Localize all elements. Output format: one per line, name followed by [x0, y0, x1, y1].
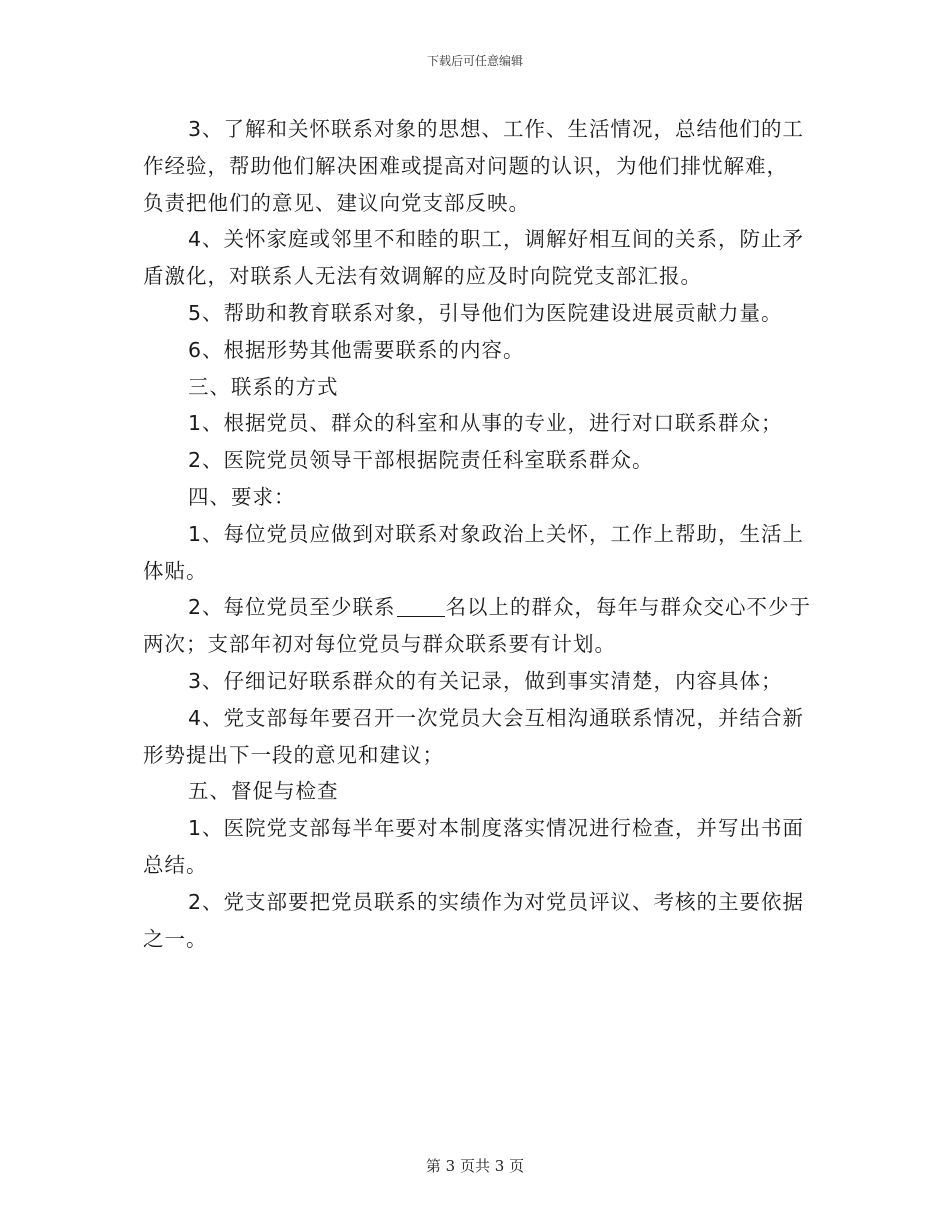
- paragraph-method-1: [143, 405, 808, 442]
- paragraph-requirement-2: [143, 589, 812, 663]
- text-line: 1、根据党员、群众的科室和从事的专业，进行对口联系群众；: [188, 411, 783, 436]
- text-line: 盾激化，对联系人无法有效调解的应及时向院党支部汇报。: [143, 264, 702, 289]
- paragraph-item-3: [143, 111, 808, 221]
- paragraph-item-5: [143, 295, 808, 332]
- paragraph-supervision-2: [143, 884, 808, 958]
- section-heading-requirements: [143, 479, 808, 516]
- text-line: 体贴。: [143, 558, 208, 583]
- text-segment: 名以上的群众，每年与群众交心不少于: [445, 595, 812, 620]
- text-line: 6、根据形势其他需要联系的内容。: [188, 337, 525, 362]
- paragraph-supervision-1: [143, 810, 808, 884]
- text-line: 负责把他们的意见、建议向党支部反映。: [143, 190, 530, 215]
- paragraph-requirement-4: [143, 700, 808, 774]
- text-line: 4、关怀家庭或邻里不和睦的职工，调解好相互间的关系，防止矛: [188, 227, 805, 252]
- paragraph-item-6: [143, 332, 808, 369]
- paragraph-requirement-1: [143, 516, 808, 590]
- text-line: 作经验，帮助他们解决困难或提高对问题的认识，为他们排忧解难，: [143, 153, 788, 178]
- text-line: 5、帮助和教育联系对象，引导他们为医院建设进展贡献力量。: [188, 300, 783, 325]
- text-segment: 2、每位党员至少联系: [188, 595, 396, 620]
- text-line: 总结。: [143, 852, 208, 877]
- text-line: 1、每位党员应做到对联系对象政治上关怀，工作上帮助，生活上: [188, 521, 805, 546]
- text-line: 4、党支部每年要召开一次党员大会互相沟通联系情况，并结合新: [188, 705, 805, 730]
- paragraph-requirement-3: [143, 663, 808, 700]
- text-line: 2、党支部要把党员联系的实绩作为对党员评议、考核的主要依据: [188, 889, 805, 914]
- text-line: 3、了解和关怀联系对象的思想、工作、生活情况，总结他们的工: [188, 117, 805, 141]
- text-line: 两次；支部年初对每位党员与群众联系要有计划。: [143, 632, 616, 657]
- text-line: 之一。: [143, 926, 208, 951]
- text-line: 三、联系的方式: [188, 374, 339, 399]
- section-heading-supervision: [143, 773, 808, 810]
- page-number-footer: 第 3 页共 3 页: [425, 1157, 525, 1175]
- text-line: 四、要求：: [188, 484, 296, 509]
- text-line: [143, 589, 812, 626]
- text-line: 3、仔细记好联系群众的有关记录，做到事实清楚，内容具体；: [188, 668, 783, 693]
- text-line: 1、医院党支部每半年要对本制度落实情况进行检查，并写出书面: [188, 816, 805, 841]
- section-heading-contact-methods: [143, 369, 808, 406]
- page-header: 下载后可任意编辑: [426, 54, 523, 68]
- text-line: 五、督促与检查: [188, 779, 339, 804]
- paragraph-item-4: [143, 221, 808, 295]
- text-line: 2、医院党员领导干部根据院责任科室联系群众。: [188, 448, 654, 473]
- paragraph-method-2: [143, 442, 808, 479]
- fill-in-blank: [397, 596, 445, 618]
- text-line: 形势提出下一段的意见和建议；: [143, 742, 444, 767]
- document-body: [143, 111, 812, 957]
